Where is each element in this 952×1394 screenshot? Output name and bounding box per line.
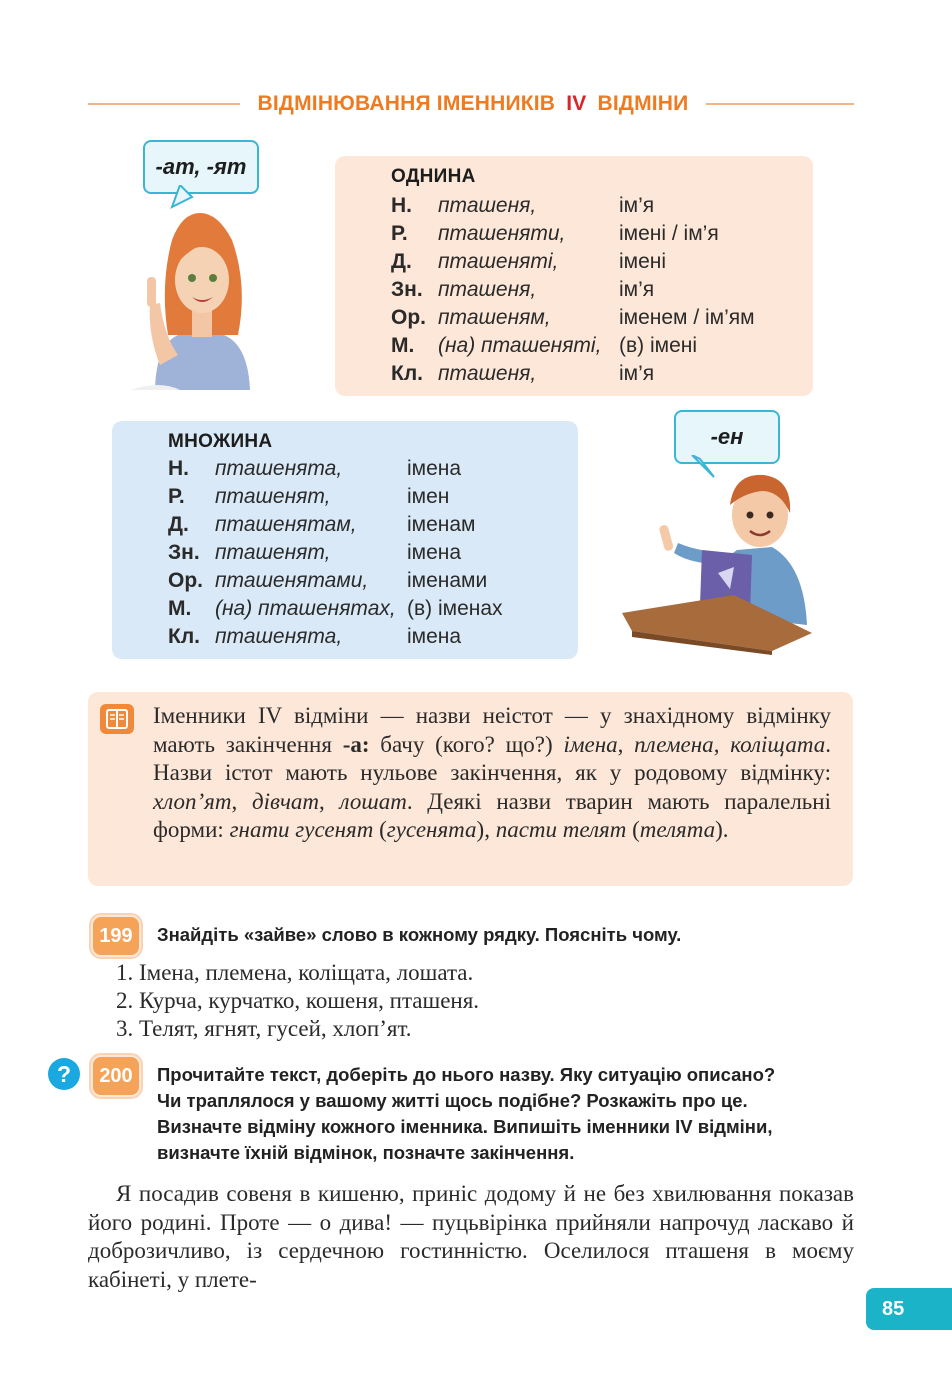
word-ptashenya: пташеня, [438, 278, 537, 301]
example-word: хлоп’ят [153, 788, 232, 814]
word-imya: імені / ім’я [619, 222, 719, 245]
example-word: гнати гусенят [229, 817, 374, 842]
plural-title: МНОЖИНА [168, 431, 273, 452]
question-icon: ? [48, 1058, 80, 1090]
word-ptashenya: пташеняти, [438, 222, 566, 245]
word-imena: імена [407, 541, 462, 564]
case-label: Р. [168, 485, 185, 508]
exercise-199-line: 2. Курча, курчатко, кошеня, пташеня. [116, 988, 480, 1013]
example-word: лошат [339, 788, 407, 814]
boy-illustration [622, 455, 812, 655]
case-label: Кл. [391, 362, 423, 385]
example-word: імена [563, 731, 618, 757]
word-ptashenyata: пташенята, [215, 625, 343, 648]
word-ptashenyata: пташенят, [215, 541, 331, 564]
word-imya: (в) імені [619, 334, 698, 357]
word-ptashenyata: пташенята, [215, 457, 343, 480]
case-label: Д. [391, 250, 412, 273]
word-ptashenya: пташеняті, [438, 250, 559, 273]
girl-illustration [120, 185, 270, 390]
word-imya: ім’я [619, 194, 655, 217]
word-ptashenyata: пташенятам, [215, 513, 357, 536]
case-label: Ор. [168, 569, 203, 592]
case-label: Ор. [391, 306, 426, 329]
example-word: коліщата [730, 731, 826, 757]
word-imena: імен [407, 485, 450, 508]
word-imena: імена [407, 625, 462, 648]
ending-a: -а: [342, 731, 370, 757]
example-word: телята [639, 817, 716, 842]
case-label: М. [168, 597, 192, 620]
header-rule-left [88, 103, 240, 105]
example-word: дівчат [251, 788, 320, 814]
word-imya: імені [619, 250, 667, 273]
grammar-rule-box [88, 692, 853, 886]
case-label: Н. [391, 194, 412, 217]
word-imena: імена [407, 457, 462, 480]
exercise-199-line: 1. Імена, племена, коліщата, лошата. [116, 960, 474, 985]
girl-bubble-text: -ат, -ят [155, 154, 247, 179]
word-imena: іменами [407, 569, 488, 592]
task-line: Чи траплялося у вашому житті щось подібне? Розкажіть про це. [157, 1090, 748, 1111]
exercise-200-task [157, 1062, 775, 1166]
example-word: гусенята [386, 817, 477, 842]
word-ptashenya: пташеня, [438, 194, 537, 217]
example-word: племена [634, 731, 714, 757]
case-label: М. [391, 334, 415, 357]
word-imya: ім’я [619, 278, 655, 301]
exercise-number-badge: 200 [91, 1055, 141, 1097]
plural-declension-panel [112, 421, 578, 659]
exercise-199-line: 3. Телят, ягнят, гусей, хлоп’ят. [116, 1016, 412, 1041]
example-word: пасти телят [495, 817, 627, 842]
word-ptashenya: (на) пташеняті, [438, 334, 602, 357]
page-number: 85 [866, 1288, 952, 1330]
boy-bubble-text: -ен [710, 424, 744, 449]
rule-text: Іменники IV відміни — назви неістот — у знахідному відмінку мають закінчення -а: бачу (кого? що?) імена, племена, коліщата. Назви істот мають нульове закінчення, як у родовому відмінку: хлоп’ят, дівчат, лошат. Деякі назви тварин мають паралельні форми: гнати гусенят (гусенята), пасти телят (телята). [153, 703, 832, 842]
singular-title: ОДНИНА [391, 166, 476, 187]
word-imena: (в) іменах [407, 597, 503, 620]
task-line: Прочитайте текст, доберіть до нього назву. Яку ситуацію описано? [157, 1064, 776, 1085]
rule-book-icon [100, 704, 134, 734]
case-label: Д. [168, 513, 189, 536]
exercise-number-badge: 199 [91, 915, 141, 957]
case-label: Зн. [391, 278, 423, 301]
header-rule-right [706, 103, 854, 105]
section-title-number: IV [566, 92, 587, 115]
case-label: Кл. [168, 625, 200, 648]
singular-declension-panel [335, 156, 813, 396]
task-line: визначте їхній відмінок, позначте закінчення. [157, 1142, 575, 1163]
word-imya: іменем / ім’ям [619, 306, 755, 329]
word-ptashenyata: (на) пташенятах, [215, 597, 396, 620]
case-label: Р. [391, 222, 408, 245]
word-ptashenyata: пташенят, [215, 485, 331, 508]
case-label: Зн. [168, 541, 200, 564]
section-title [240, 92, 706, 116]
section-title-right: ВІДМІНИ [597, 92, 689, 115]
task-line: Визначте відміну кожного іменника. Випишіть іменники IV відміни, [157, 1116, 773, 1137]
word-imena: іменам [407, 513, 476, 536]
word-imya: ім’я [619, 362, 655, 385]
exercise-200-text: Я посадив совеня в кишеню, приніс додому й не без хвилювання показав його родині. Проте — о дива! — пуцьвірінка прийняли напрочуд ласкаво й доброзичливо, із сердечною гостинністю. Оселилося пташеня в моєму кабінеті, у плете- [88, 1181, 854, 1292]
word-ptashenya: пташеням, [438, 306, 551, 329]
word-ptashenyata: пташенятами, [215, 569, 369, 592]
exercise-199-task: Знайдіть «зайве» слово в кожному рядку. Поясніть чому. [157, 924, 682, 945]
case-label: Н. [168, 457, 189, 480]
section-title-left: ВІДМІНЮВАННЯ ІМЕННИКІВ [257, 92, 556, 115]
word-ptashenya: пташеня, [438, 362, 537, 385]
